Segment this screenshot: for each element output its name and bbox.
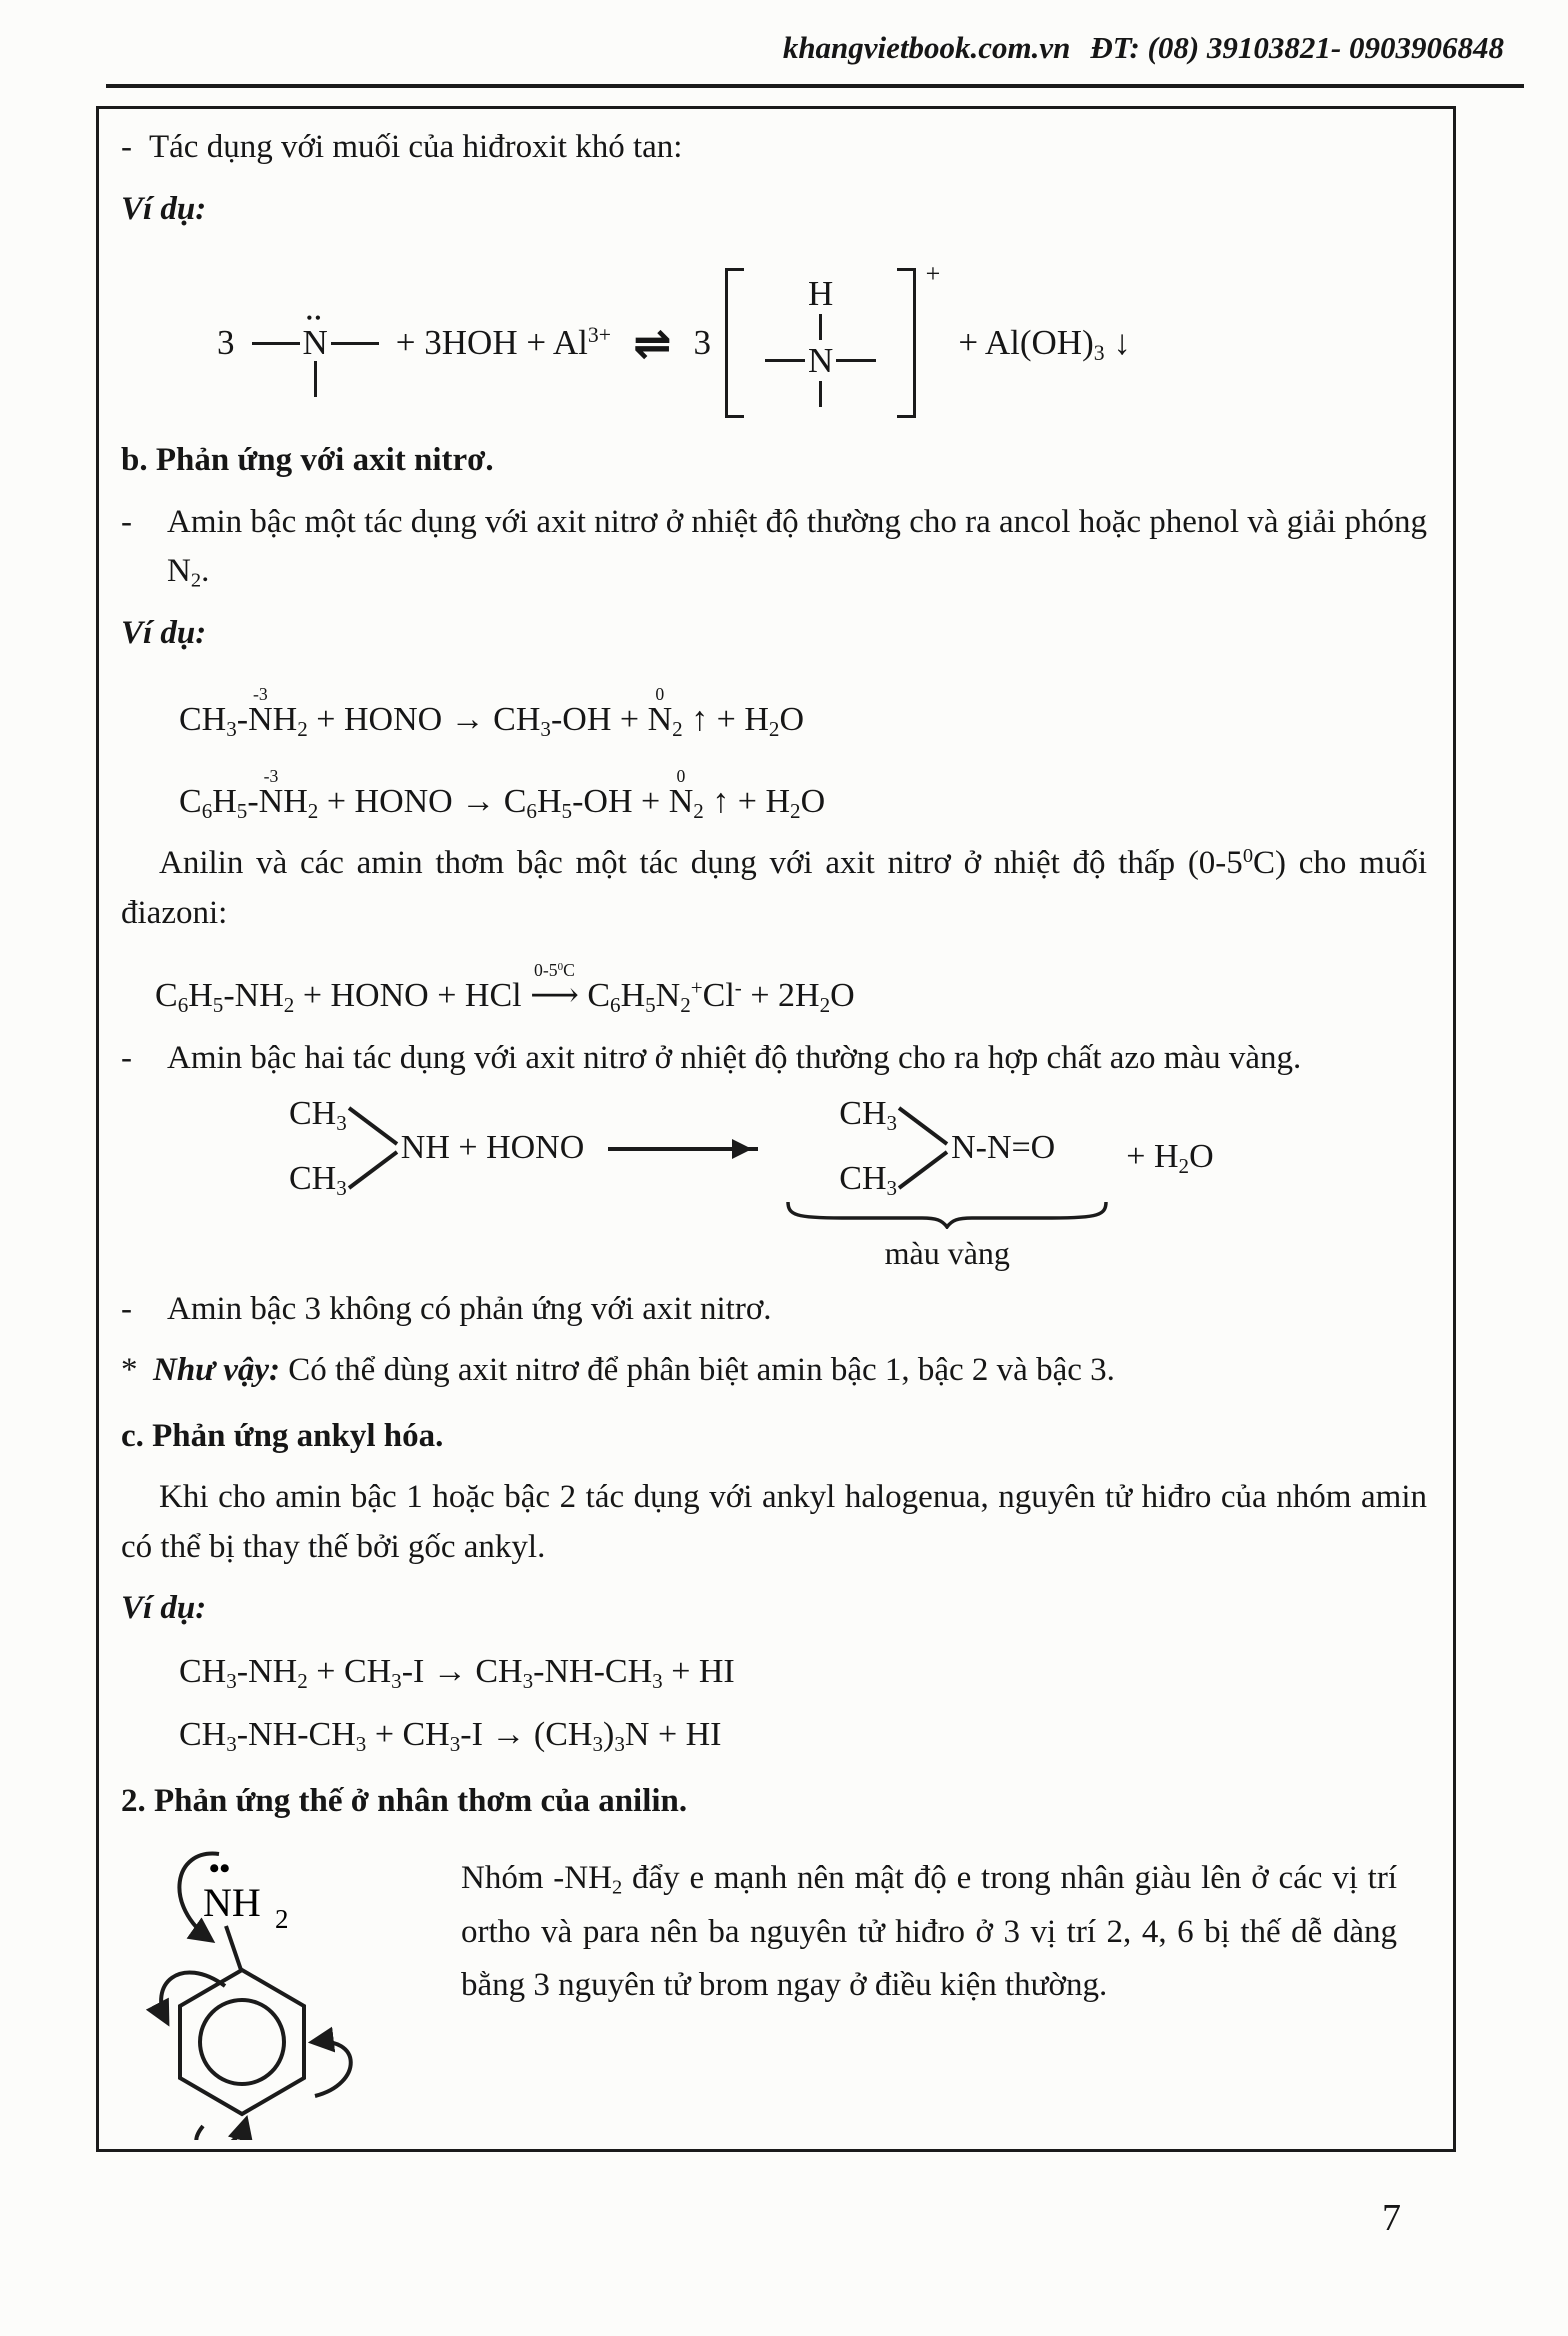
page-number: 7 bbox=[1382, 2197, 1401, 2239]
tertiary-amine-structure bbox=[249, 309, 382, 362]
eq1-coef-left: 3 bbox=[217, 322, 235, 362]
nitrogen-atom: N bbox=[808, 341, 834, 380]
water-term: + $H_2O$ bbox=[1126, 1138, 1214, 1178]
methyl-label: $CH_3$ bbox=[839, 1095, 898, 1135]
conclusion-body: Có thể dùng axit nitrơ để phân biệt amin bậc 1, bậc 2 và bậc 3. bbox=[288, 1352, 1115, 1389]
aniline-section bbox=[127, 1840, 1427, 2140]
conclusion-note bbox=[121, 1346, 1427, 1396]
bond-line bbox=[331, 342, 379, 345]
section-2-title: 2. Phản ứng thế ở nhân thơm của anilin. bbox=[121, 1782, 688, 1819]
electron-arrow-bottom bbox=[196, 2120, 246, 2140]
nh-label: NH bbox=[203, 1880, 261, 1926]
header-phone: ĐT: (08) 39103821- 0903906848 bbox=[1090, 30, 1504, 65]
nitroso-group: N-N=O bbox=[951, 1129, 1056, 1167]
nhu-vay-label: Như vậy: bbox=[153, 1352, 280, 1389]
nitrogen-with-lone-pair bbox=[302, 309, 328, 362]
nitrogen-atom: N bbox=[302, 322, 328, 362]
azo-reaction bbox=[289, 1097, 1427, 1277]
item1-text: Amin bậc một tác dụng với axit nitrơ ở nhiệt độ thường cho ra ancol hoặc phenol và giải phóng $N_2$. bbox=[167, 503, 1427, 592]
hydroxide-equation bbox=[217, 259, 1427, 418]
methyl-label: $CH_3$ bbox=[289, 1159, 347, 1200]
electron-arrow-right bbox=[313, 2042, 351, 2097]
aniline-explanation: Nhóm $-NH_2$ đẩy e mạnh nên mật độ e trong nhân giàu lên ở các vị trí ortho và para nên ba nguyên tử hiđro ở 3 vị trí 2, 4, 6 bị thế dễ dàng bằng 3 nguyên tử brom ngay ở điều kiện thường. bbox=[461, 1860, 1397, 2004]
diazonium-equation: $C_6H_5-NH_2$ + HONO + HCl $0-5^0C$ ⟶ $C_6H_5N_2^+Cl^- + 2H_2O$ bbox=[155, 960, 855, 1017]
lone-pair-dots: •• bbox=[209, 1852, 231, 1886]
section-c-title: c. Phản ứng ankyl hóa. bbox=[121, 1417, 444, 1454]
alkylation-body: Khi cho amin bậc 1 hoặc bậc 2 tác dụng với ankyl halogenua, nguyên tử hiđro của nhóm amin có thể bị thay thế bởi gốc ankyl. bbox=[121, 1479, 1427, 1565]
bond-line bbox=[819, 381, 822, 407]
dimethylamine-structure bbox=[289, 1097, 584, 1199]
list-item bbox=[121, 1285, 1427, 1335]
content-box bbox=[96, 106, 1456, 2152]
bracket-left bbox=[725, 268, 744, 418]
hydrogen-atom: H bbox=[808, 274, 834, 313]
underbrace bbox=[782, 1199, 1112, 1229]
eq1-tail: + $Al(OH)_3$ ↓ bbox=[958, 322, 1131, 365]
reaction-arrow bbox=[608, 1147, 758, 1151]
bond-line bbox=[836, 359, 876, 362]
example-label: Ví dụ: bbox=[121, 1590, 207, 1627]
nh-subscript: 2 bbox=[275, 1904, 289, 1935]
example-label: Ví dụ: bbox=[121, 190, 207, 227]
plus-charge: + bbox=[925, 259, 941, 288]
star-marker: * bbox=[121, 1352, 138, 1389]
nitrogen-row bbox=[762, 343, 879, 378]
list-item bbox=[121, 498, 1427, 597]
alkylation-eq1: $CH_3-NH_2 + CH_3-I \to CH_3-NH-CH_3$ + HI bbox=[179, 1652, 735, 1693]
equilibrium-arrows-icon: ⇌ bbox=[632, 315, 672, 370]
page-header bbox=[783, 30, 1504, 66]
item3-text: Amin bậc 3 không có phản ứng với axit nitrơ. bbox=[167, 1290, 772, 1327]
nh-hono-text: NH + HONO bbox=[400, 1129, 585, 1167]
hydroxide-intro bbox=[121, 123, 1427, 173]
lone-pair-dots: •• bbox=[306, 309, 324, 327]
section-b-title: b. Phản ứng với axit nitrơ. bbox=[121, 442, 494, 478]
dash-bullet: - bbox=[121, 1039, 132, 1076]
eq1-middle: + $3HOH + Al^{3+}$ bbox=[395, 322, 611, 362]
bond-line bbox=[765, 359, 805, 362]
list-item bbox=[121, 1034, 1427, 1084]
item2-text: Amin bậc hai tác dụng với axit nitrơ ở nhiệt độ thường cho ra hợp chất azo màu vàng. bbox=[167, 1039, 1302, 1076]
dash-bullet: - bbox=[121, 1290, 132, 1327]
bracket-right bbox=[897, 268, 916, 418]
branch-bonds bbox=[897, 1100, 951, 1196]
conclusion-text bbox=[153, 1346, 1115, 1396]
methyl-label: $CH_3$ bbox=[289, 1095, 347, 1135]
dash-bullet: - bbox=[121, 503, 132, 540]
ammonium-cation-structure bbox=[725, 259, 941, 418]
benzene-circle bbox=[200, 2000, 284, 2084]
nitrosamine-structure bbox=[839, 1097, 1055, 1199]
bond-line bbox=[252, 342, 300, 345]
example-label: Ví dụ: bbox=[121, 614, 207, 651]
branch-bonds bbox=[347, 1100, 401, 1196]
bond-line bbox=[819, 314, 822, 340]
aniline-note: Anilin và các amin thơm bậc một tác dụng với axit nitrơ ở nhiệt độ thấp $(0-5^0C)$ cho muối điazoni: bbox=[121, 844, 1428, 931]
methyl-groups bbox=[289, 1097, 347, 1199]
yellow-color-label: màu vàng bbox=[884, 1234, 1010, 1271]
header-website: khangvietbook.com.vn bbox=[782, 30, 1071, 65]
hydroxide-intro-text: Tác dụng với muối của hiđroxit khó tan: bbox=[149, 129, 683, 165]
methyl-label: $CH_3$ bbox=[839, 1159, 898, 1200]
aniline-hono-equation: $C_6H_5-$ -3 $NH_2$ + HONO → $C_6H_5-OH$ + 0 $N_2$ ↑ + $H_2O$ bbox=[179, 765, 826, 823]
eq1-coef-right: 3 bbox=[693, 322, 712, 362]
dash-bullet: - bbox=[121, 129, 132, 165]
aniline-ring-diagram bbox=[127, 1840, 377, 2140]
nitrosamine-product bbox=[782, 1097, 1112, 1277]
header-rule bbox=[106, 84, 1524, 88]
ammonium-inner bbox=[744, 268, 897, 418]
methylamine-hono-equation: $CH_3-$ -3 $NH_2$ + HONO → $CH_3-OH$ + 0 $N_2$ ↑ + $H_2O$ bbox=[179, 684, 805, 741]
methyl-groups bbox=[839, 1097, 897, 1199]
n-c-bond bbox=[226, 1926, 241, 1970]
alkylation-eq2: $CH_3-NH-CH_3 + CH_3-I \to (CH_3)_3N$ + HI bbox=[179, 1716, 722, 1757]
